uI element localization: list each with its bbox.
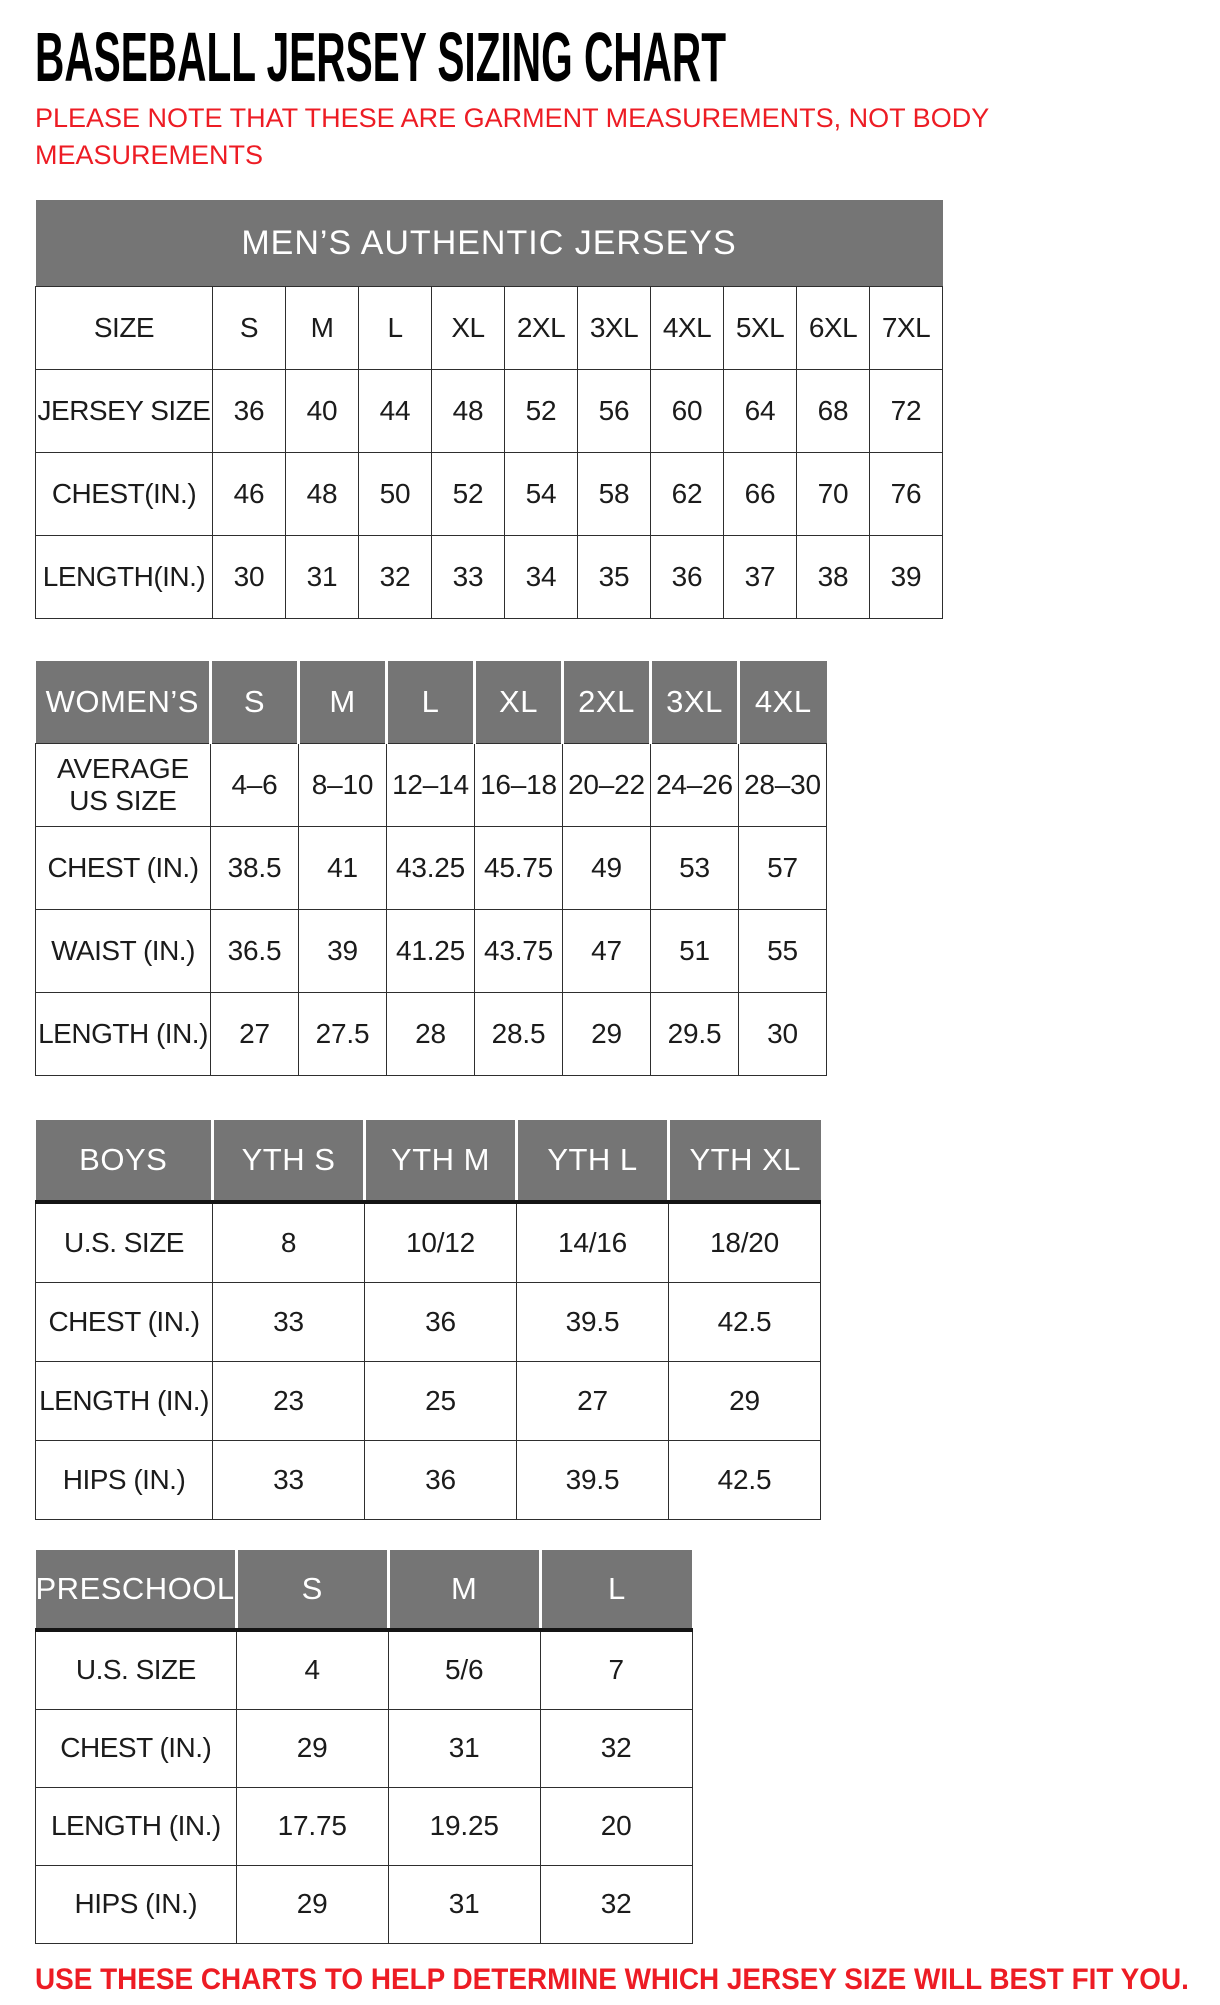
womens-cell-r0-c3: 16–18 <box>475 744 563 827</box>
womens-cell-r1-c6: 57 <box>739 827 827 910</box>
womens-cell-r2-c6: 55 <box>739 910 827 993</box>
mens-cell-r1-c9: 76 <box>870 453 943 536</box>
mens-col-header-4XL: 4XL <box>651 287 724 370</box>
womens-col-header-XL: XL <box>475 661 563 744</box>
preschool-cell-r3-c2: 32 <box>540 1866 692 1944</box>
womens-row-label-average-us-size: AVERAGE US SIZE <box>36 744 211 827</box>
footer-note-text: USE THESE CHARTS TO HELP DETERMINE WHICH JERSEY SIZE WILL BEST FIT YOU. <box>35 1963 1189 1996</box>
womens-cell-r1-c4: 49 <box>563 827 651 910</box>
page-title <box>35 18 1220 96</box>
womens-cell-r2-c0: 36.5 <box>211 910 299 993</box>
mens-cell-r2-c6: 36 <box>651 536 724 619</box>
boys-cell-r3-c1: 36 <box>365 1441 517 1520</box>
mens-cell-r2-c2: 32 <box>359 536 432 619</box>
womens-cell-r3-c5: 29.5 <box>651 993 739 1076</box>
preschool-row-label-length-in.-: LENGTH (IN.) <box>36 1788 237 1866</box>
mens-cell-r2-c4: 34 <box>505 536 578 619</box>
mens-cell-r1-c4: 54 <box>505 453 578 536</box>
womens-cell-r1-c2: 43.25 <box>387 827 475 910</box>
preschool-cell-r1-c1: 31 <box>388 1710 540 1788</box>
mens-cell-r0-c9: 72 <box>870 370 943 453</box>
womens-cell-r2-c5: 51 <box>651 910 739 993</box>
boys-cell-r2-c2: 27 <box>517 1362 669 1441</box>
mens-table-title: MEN’S AUTHENTIC JERSEYS <box>36 200 943 287</box>
womens-cell-r3-c0: 27 <box>211 993 299 1076</box>
boys-cell-r1-c3: 42.5 <box>669 1283 821 1362</box>
preschool-row-label-chest-in.-: CHEST (IN.) <box>36 1710 237 1788</box>
boys-cell-r0-c1: 10/12 <box>365 1202 517 1283</box>
womens-col-header-WOMEN’S: WOMEN’S <box>36 661 211 744</box>
preschool-cell-r0-c0: 4 <box>236 1630 388 1710</box>
womens-cell-r1-c3: 45.75 <box>475 827 563 910</box>
womens-cell-r2-c4: 47 <box>563 910 651 993</box>
preschool-col-header-S: S <box>236 1550 388 1630</box>
boys-row-label-length-in.-: LENGTH (IN.) <box>36 1362 213 1441</box>
boys-cell-r3-c2: 39.5 <box>517 1441 669 1520</box>
boys-cell-r3-c3: 42.5 <box>669 1441 821 1520</box>
mens-cell-r1-c7: 66 <box>724 453 797 536</box>
womens-col-header-S: S <box>211 661 299 744</box>
womens-cell-r3-c6: 30 <box>739 993 827 1076</box>
mens-cell-r1-c1: 48 <box>286 453 359 536</box>
mens-cell-r2-c8: 38 <box>797 536 870 619</box>
boys-col-header-YTH-S: YTH S <box>213 1120 365 1202</box>
mens-size-row-label: SIZE <box>36 287 213 370</box>
preschool-cell-r0-c2: 7 <box>540 1630 692 1710</box>
preschool-cell-r3-c1: 31 <box>388 1866 540 1944</box>
boys-row-label-hips-in.-: HIPS (IN.) <box>36 1441 213 1520</box>
mens-col-header-2XL: 2XL <box>505 287 578 370</box>
mens-cell-r0-c4: 52 <box>505 370 578 453</box>
womens-col-header-2XL: 2XL <box>563 661 651 744</box>
boys-col-header-YTH-XL: YTH XL <box>669 1120 821 1202</box>
preschool-cell-r2-c1: 19.25 <box>388 1788 540 1866</box>
womens-cell-r2-c1: 39 <box>299 910 387 993</box>
womens-cell-r3-c4: 29 <box>563 993 651 1076</box>
womens-cell-r1-c5: 53 <box>651 827 739 910</box>
womens-cell-r0-c1: 8–10 <box>299 744 387 827</box>
mens-cell-r0-c1: 40 <box>286 370 359 453</box>
mens-cell-r1-c0: 46 <box>213 453 286 536</box>
boys-cell-r2-c3: 29 <box>669 1362 821 1441</box>
boys-col-header-BOYS: BOYS <box>36 1120 213 1202</box>
boys-cell-r1-c1: 36 <box>365 1283 517 1362</box>
mens-col-header-XL: XL <box>432 287 505 370</box>
preschool-cell-r2-c0: 17.75 <box>236 1788 388 1866</box>
womens-cell-r2-c3: 43.75 <box>475 910 563 993</box>
mens-row-label-length-in.-: LENGTH(IN.) <box>36 536 213 619</box>
mens-cell-r1-c6: 62 <box>651 453 724 536</box>
preschool-col-header-PRESCHOOL: PRESCHOOL <box>36 1550 237 1630</box>
womens-col-header-3XL: 3XL <box>651 661 739 744</box>
boys-cell-r1-c2: 39.5 <box>517 1283 669 1362</box>
boys-cell-r3-c0: 33 <box>213 1441 365 1520</box>
mens-col-header-7XL: 7XL <box>870 287 943 370</box>
garment-measurements-note <box>35 100 1220 174</box>
womens-row-label-length-in.-: LENGTH (IN.) <box>36 993 211 1076</box>
preschool-cell-r1-c0: 29 <box>236 1710 388 1788</box>
mens-cell-r0-c2: 44 <box>359 370 432 453</box>
womens-col-header-M: M <box>299 661 387 744</box>
mens-cell-r0-c5: 56 <box>578 370 651 453</box>
womens-cell-r0-c4: 20–22 <box>563 744 651 827</box>
womens-cell-r0-c0: 4–6 <box>211 744 299 827</box>
mens-col-header-6XL: 6XL <box>797 287 870 370</box>
womens-cell-r0-c2: 12–14 <box>387 744 475 827</box>
womens-sizing-table <box>35 661 1220 1076</box>
boys-cell-r1-c0: 33 <box>213 1283 365 1362</box>
mens-col-header-3XL: 3XL <box>578 287 651 370</box>
boys-cell-r2-c1: 25 <box>365 1362 517 1441</box>
mens-cell-r0-c7: 64 <box>724 370 797 453</box>
mens-col-header-5XL: 5XL <box>724 287 797 370</box>
womens-col-header-L: L <box>387 661 475 744</box>
womens-cell-r3-c2: 28 <box>387 993 475 1076</box>
boys-cell-r0-c2: 14/16 <box>517 1202 669 1283</box>
mens-cell-r0-c8: 68 <box>797 370 870 453</box>
boys-row-label-u.s.-size: U.S. SIZE <box>36 1202 213 1283</box>
womens-cell-r3-c3: 28.5 <box>475 993 563 1076</box>
womens-col-header-4XL: 4XL <box>739 661 827 744</box>
boys-col-header-YTH-M: YTH M <box>365 1120 517 1202</box>
preschool-cell-r0-c1: 5/6 <box>388 1630 540 1710</box>
mens-cell-r2-c7: 37 <box>724 536 797 619</box>
preschool-col-header-M: M <box>388 1550 540 1630</box>
mens-cell-r0-c6: 60 <box>651 370 724 453</box>
preschool-row-label-hips-in.-: HIPS (IN.) <box>36 1866 237 1944</box>
preschool-col-header-L: L <box>540 1550 692 1630</box>
womens-row-label-chest-in.-: CHEST (IN.) <box>36 827 211 910</box>
preschool-cell-r2-c2: 20 <box>540 1788 692 1866</box>
boys-cell-r2-c0: 23 <box>213 1362 365 1441</box>
note-line-1: PLEASE NOTE THAT THESE ARE GARMENT MEASUREMENTS, NOT BODY <box>35 103 990 133</box>
mens-cell-r0-c3: 48 <box>432 370 505 453</box>
mens-cell-r2-c9: 39 <box>870 536 943 619</box>
mens-cell-r1-c8: 70 <box>797 453 870 536</box>
sizing-tables <box>35 200 1220 1944</box>
mens-col-header-M: M <box>286 287 359 370</box>
boys-col-header-YTH-L: YTH L <box>517 1120 669 1202</box>
womens-cell-r0-c6: 28–30 <box>739 744 827 827</box>
boys-sizing-table <box>35 1120 1220 1520</box>
womens-cell-r1-c0: 38.5 <box>211 827 299 910</box>
note-line-2: MEASUREMENTS <box>35 140 264 170</box>
mens-cell-r2-c5: 35 <box>578 536 651 619</box>
womens-cell-r2-c2: 41.25 <box>387 910 475 993</box>
womens-cell-r3-c1: 27.5 <box>299 993 387 1076</box>
mens-cell-r1-c5: 58 <box>578 453 651 536</box>
preschool-cell-r3-c0: 29 <box>236 1866 388 1944</box>
preschool-sizing-table <box>35 1550 1220 1944</box>
mens-cell-r2-c0: 30 <box>213 536 286 619</box>
mens-col-header-S: S <box>213 287 286 370</box>
boys-cell-r0-c3: 18/20 <box>669 1202 821 1283</box>
mens-sizing-table <box>35 200 1220 619</box>
womens-row-label-waist-in.-: WAIST (IN.) <box>36 910 211 993</box>
page-title-text: BASEBALL JERSEY SIZING CHART <box>35 18 727 96</box>
mens-cell-r1-c2: 50 <box>359 453 432 536</box>
mens-cell-r0-c0: 36 <box>213 370 286 453</box>
mens-col-header-L: L <box>359 287 432 370</box>
boys-row-label-chest-in.-: CHEST (IN.) <box>36 1283 213 1362</box>
mens-cell-r1-c3: 52 <box>432 453 505 536</box>
boys-cell-r0-c0: 8 <box>213 1202 365 1283</box>
mens-row-label-jersey-size: JERSEY SIZE <box>36 370 213 453</box>
mens-cell-r2-c3: 33 <box>432 536 505 619</box>
mens-row-label-chest-in.-: CHEST(IN.) <box>36 453 213 536</box>
mens-cell-r2-c1: 31 <box>286 536 359 619</box>
footer-note <box>35 1960 1220 2000</box>
preschool-cell-r1-c2: 32 <box>540 1710 692 1788</box>
womens-cell-r1-c1: 41 <box>299 827 387 910</box>
preschool-row-label-u.s.-size: U.S. SIZE <box>36 1630 237 1710</box>
womens-cell-r0-c5: 24–26 <box>651 744 739 827</box>
